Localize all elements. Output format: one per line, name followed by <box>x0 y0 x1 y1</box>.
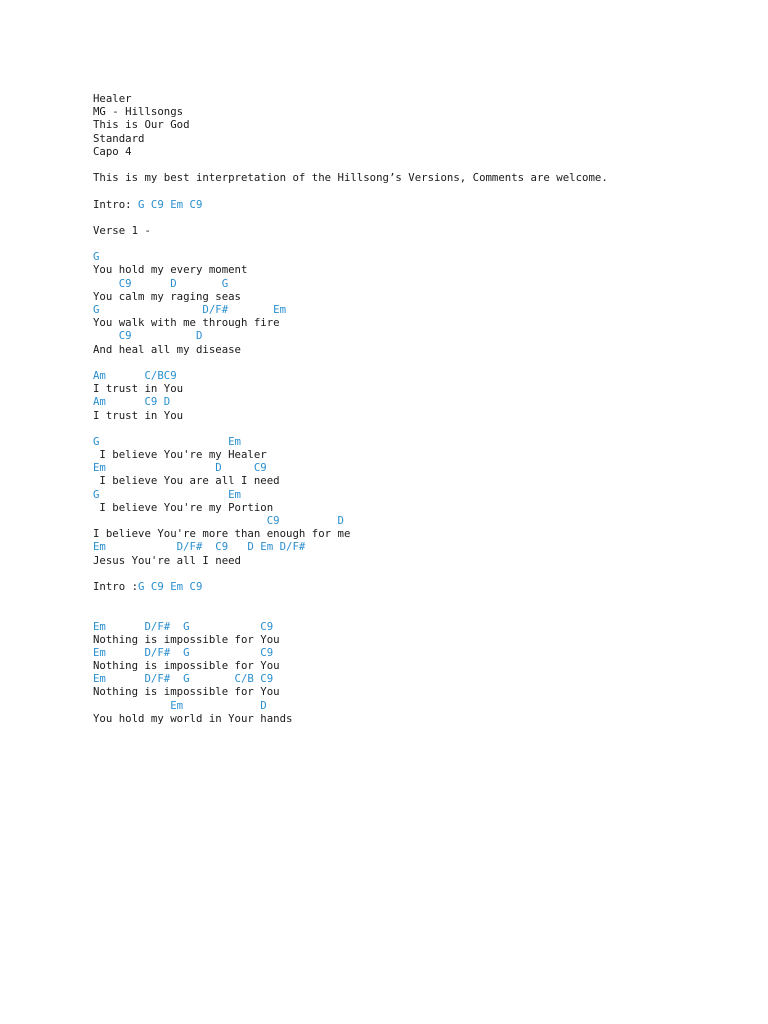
chord-line: Em D/F# G C9 <box>93 619 274 633</box>
song-capo: Capo 4 <box>93 144 132 158</box>
chord-line: C9 D <box>93 329 203 343</box>
song-tuning: Standard <box>93 131 145 145</box>
lyric-line: You calm my raging seas <box>93 289 241 303</box>
chord-line: C9 D <box>93 514 344 527</box>
song-artist: MG - Hillsongs <box>93 105 184 119</box>
intro-label: Intro : <box>93 579 139 593</box>
lyric-line: Nothing is impossible for You <box>93 659 280 673</box>
chord-line: G Em <box>93 487 241 501</box>
lyric-line: You walk with me through fire <box>93 316 280 330</box>
chord-line: C9 D G <box>93 276 229 290</box>
chord-line: Em D/F# G C9 <box>93 645 274 659</box>
lyric-line: Jesus You're all I need <box>93 553 241 567</box>
lyric-line: I believe You are all I need <box>93 474 280 488</box>
chord-sheet <box>93 92 753 725</box>
lyric-line: I believe You're my Portion <box>93 500 274 514</box>
lyric-line: You hold my world in Your hands <box>93 711 293 725</box>
chord-line: G D/F# Em <box>93 303 287 316</box>
song-title: Healer <box>93 92 132 105</box>
lyric-line: You hold my every moment <box>93 263 248 277</box>
lyric-line: Nothing is impossible for You <box>93 632 280 646</box>
lyric-line: I trust in You <box>93 408 184 422</box>
chord-line: Am C/BC9 <box>93 368 177 382</box>
song-album: This is Our God <box>93 118 190 132</box>
chord-line: Em D/F# C9 D Em D/F# <box>93 540 306 554</box>
chord-line: G Em <box>93 434 241 448</box>
lyric-line: And heal all my disease <box>93 342 241 356</box>
intro-label: Intro: <box>93 197 139 211</box>
chord-line: Am C9 D <box>93 395 171 409</box>
intro-chords: G C9 Em C9 <box>138 579 203 593</box>
lyric-line: Nothing is impossible for You <box>93 685 280 699</box>
verse-label: Verse 1 - <box>93 223 151 237</box>
lyric-line: I trust in You <box>93 382 184 396</box>
author-note: This is my best interpretation of the Hillsong’s Versions, Comments are welcome. <box>93 171 608 185</box>
intro-line <box>93 580 753 593</box>
intro-chords: G C9 Em C9 <box>138 197 203 211</box>
intro-line <box>93 198 753 211</box>
lyric-line: I believe You're more than enough for me <box>93 527 351 541</box>
chord-line: Em D C9 <box>93 461 267 475</box>
lyric-line: I believe You're my Healer <box>93 448 267 462</box>
chord-line: Em D/F# G C/B C9 <box>93 672 274 686</box>
chord-line: G <box>93 250 100 264</box>
chord-line: Em D <box>93 698 267 712</box>
